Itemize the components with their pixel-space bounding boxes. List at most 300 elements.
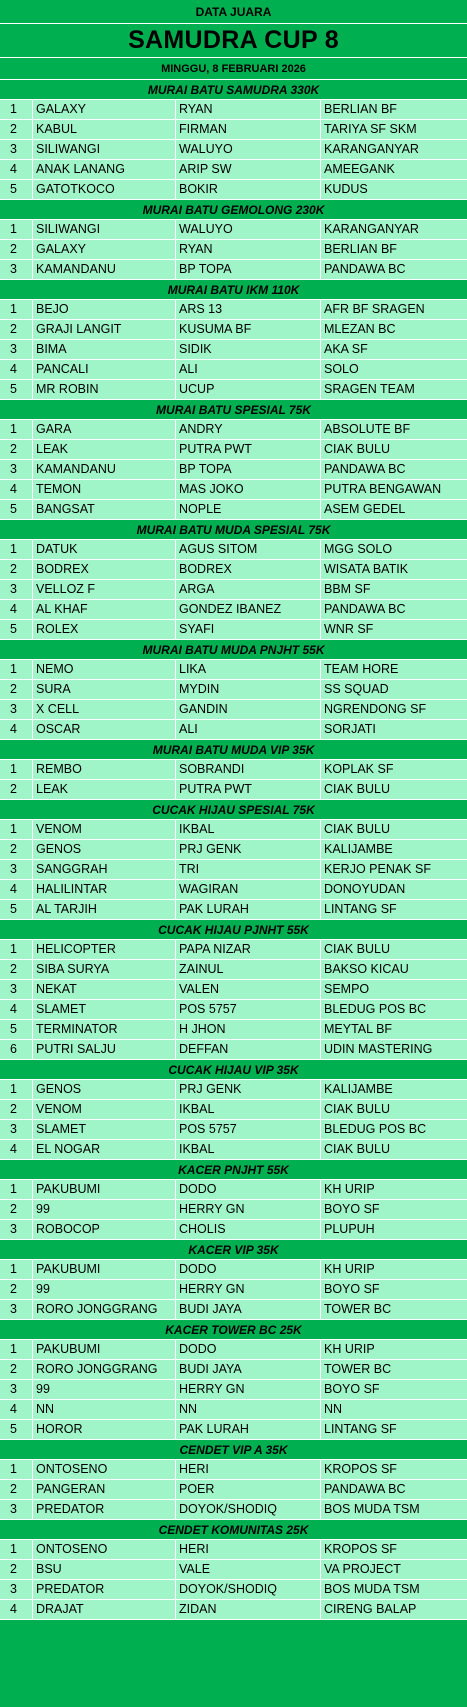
rank-cell: 3 [0, 980, 33, 999]
team-cell: SS SQUAD [324, 682, 389, 696]
bird-name-cell: HELICOPTER [33, 940, 176, 959]
owner-cell: DOYOK/SHODIQ [176, 1500, 321, 1519]
team-cell: SEMPO [324, 982, 370, 996]
category-title: MURAI BATU MUDA PNJHT 55K [0, 640, 467, 660]
bird-name-cell: PANGERAN [33, 1480, 176, 1499]
team-cell: VA PROJECT [324, 1562, 401, 1576]
bird-name-cell: PREDATOR [33, 1580, 176, 1599]
rank-cell: 3 [0, 140, 33, 159]
bird-name-cell: TEMON [33, 480, 176, 499]
table-row [0, 120, 467, 140]
team-cell: KH URIP [324, 1342, 375, 1356]
bird-name-cell: PAKUBUMI [33, 1180, 176, 1199]
rank-cell: 6 [0, 1040, 33, 1059]
table-row [0, 1380, 467, 1400]
bird-name-cell: LEAK [33, 780, 176, 799]
owner-cell: DODO [176, 1180, 321, 1199]
bird-name-cell: KAMANDANU [33, 260, 176, 279]
owner-cell: RYAN [176, 100, 321, 119]
category-title: MURAI BATU SAMUDRA 330K [0, 80, 467, 100]
team-cell: BOYO SF [324, 1202, 380, 1216]
table-row [0, 1220, 467, 1240]
team-cell: AFR BF SRAGEN [324, 302, 425, 316]
category-title: MURAI BATU MUDA SPESIAL 75K [0, 520, 467, 540]
owner-cell: BOKIR [176, 180, 321, 199]
table-row [0, 1020, 467, 1040]
rank-cell: 4 [0, 160, 33, 179]
bird-name-cell: NEKAT [33, 980, 176, 999]
rank-cell: 2 [0, 440, 33, 459]
rank-cell: 4 [0, 1140, 33, 1159]
bird-name-cell: EL NOGAR [33, 1140, 176, 1159]
table-row [0, 1280, 467, 1300]
team-cell: PANDAWA BC [324, 602, 406, 616]
category-title: CUCAK HIJAU PJNHT 55K [0, 920, 467, 940]
owner-cell: IKBAL [176, 1100, 321, 1119]
rank-cell: 2 [0, 960, 33, 979]
table-row [0, 1580, 467, 1600]
team-cell: KUDUS [324, 182, 368, 196]
rank-cell: 4 [0, 880, 33, 899]
rank-cell: 2 [0, 560, 33, 579]
team-cell: TOWER BC [324, 1362, 392, 1376]
owner-cell: PUTRA PWT [176, 780, 321, 799]
team-cell: BLEDUG POS BC [324, 1002, 427, 1016]
table-row [0, 300, 467, 320]
table-row [0, 1420, 467, 1440]
bird-name-cell: X CELL [33, 700, 176, 719]
bird-name-cell: GARA [33, 420, 176, 439]
rank-cell: 1 [0, 1540, 33, 1559]
rank-cell: 4 [0, 600, 33, 619]
team-cell: KARANGANYAR [324, 142, 419, 156]
owner-cell: BP TOPA [176, 260, 321, 279]
table-row [0, 240, 467, 260]
table-row [0, 1600, 467, 1620]
rank-cell: 3 [0, 580, 33, 599]
table-row [0, 1540, 467, 1560]
team-cell: KROPOS SF [324, 1462, 397, 1476]
rank-cell: 5 [0, 380, 33, 399]
owner-cell: CHOLIS [176, 1220, 321, 1239]
rank-cell: 5 [0, 1020, 33, 1039]
bird-name-cell: KAMANDANU [33, 460, 176, 479]
table-row [0, 560, 467, 580]
bird-name-cell: MR ROBIN [33, 380, 176, 399]
bird-name-cell: GALAXY [33, 240, 176, 259]
owner-cell: WAGIRAN [176, 880, 321, 899]
bird-name-cell: SILIWANGI [33, 140, 176, 159]
table-row [0, 140, 467, 160]
table-row [0, 100, 467, 120]
bird-name-cell: ONTOSENO [33, 1460, 176, 1479]
owner-cell: FIRMAN [176, 120, 321, 139]
owner-cell: BODREX [176, 560, 321, 579]
owner-cell: NN [176, 1400, 321, 1419]
owner-cell: PAK LURAH [176, 1420, 321, 1439]
bird-name-cell: SIBA SURYA [33, 960, 176, 979]
team-cell: CIAK BULU [324, 782, 390, 796]
table-row [0, 700, 467, 720]
rank-cell: 3 [0, 460, 33, 479]
rank-cell: 4 [0, 1600, 33, 1619]
bird-name-cell: REMBO [33, 760, 176, 779]
owner-cell: WALUYO [176, 220, 321, 239]
owner-cell: NOPLE [176, 500, 321, 519]
rank-cell: 2 [0, 320, 33, 339]
owner-cell: SIDIK [176, 340, 321, 359]
table-row [0, 160, 467, 180]
owner-cell: ALI [176, 360, 321, 379]
bird-name-cell: 99 [33, 1380, 176, 1399]
team-cell: AMEEGANK [324, 162, 395, 176]
team-cell: KALIJAMBE [324, 1082, 393, 1096]
team-cell: BOYO SF [324, 1382, 380, 1396]
rank-cell: 5 [0, 620, 33, 639]
category-title: CENDET KOMUNITAS 25K [0, 1520, 467, 1540]
owner-cell: BUDI JAYA [176, 1360, 321, 1379]
rank-cell: 1 [0, 1340, 33, 1359]
rank-cell: 1 [0, 820, 33, 839]
owner-cell: DOYOK/SHODIQ [176, 1580, 321, 1599]
bird-name-cell: 99 [33, 1280, 176, 1299]
team-cell: SORJATI [324, 722, 376, 736]
table-row [0, 1100, 467, 1120]
table-row [0, 320, 467, 340]
rank-cell: 1 [0, 540, 33, 559]
owner-cell: DODO [176, 1260, 321, 1279]
owner-cell: BUDI JAYA [176, 1300, 321, 1319]
owner-cell: ARGA [176, 580, 321, 599]
category-title: KACER VIP 35K [0, 1240, 467, 1260]
bird-name-cell: TERMINATOR [33, 1020, 176, 1039]
bird-name-cell: RORO JONGGRANG [33, 1360, 176, 1379]
owner-cell: UCUP [176, 380, 321, 399]
owner-cell: HERI [176, 1460, 321, 1479]
table-row [0, 540, 467, 560]
team-cell: BBM SF [324, 582, 371, 596]
bird-name-cell: GALAXY [33, 100, 176, 119]
table-row [0, 660, 467, 680]
bird-name-cell: LEAK [33, 440, 176, 459]
table-row [0, 1360, 467, 1380]
rank-cell: 3 [0, 340, 33, 359]
bird-name-cell: SILIWANGI [33, 220, 176, 239]
table-row [0, 360, 467, 380]
owner-cell: ANDRY [176, 420, 321, 439]
owner-cell: ALI [176, 720, 321, 739]
rank-cell: 2 [0, 840, 33, 859]
table-row [0, 1260, 467, 1280]
team-cell: BERLIAN BF [324, 102, 397, 116]
rank-cell: 2 [0, 1360, 33, 1379]
rank-cell: 1 [0, 420, 33, 439]
bird-name-cell: OSCAR [33, 720, 176, 739]
team-cell: SRAGEN TEAM [324, 382, 415, 396]
rank-cell: 2 [0, 240, 33, 259]
team-cell: KOPLAK SF [324, 762, 394, 776]
team-cell: BERLIAN BF [324, 242, 397, 256]
table-row [0, 580, 467, 600]
table-row [0, 1560, 467, 1580]
table-row [0, 500, 467, 520]
rank-cell: 4 [0, 720, 33, 739]
bird-name-cell: BIMA [33, 340, 176, 359]
team-cell: KH URIP [324, 1262, 375, 1276]
team-cell: CIAK BULU [324, 442, 390, 456]
owner-cell: AGUS SITOM [176, 540, 321, 559]
table-row [0, 720, 467, 740]
rank-cell: 2 [0, 1280, 33, 1299]
rank-cell: 2 [0, 680, 33, 699]
rank-cell: 3 [0, 260, 33, 279]
owner-cell: SYAFI [176, 620, 321, 639]
table-row [0, 980, 467, 1000]
owner-cell: PRJ GENK [176, 840, 321, 859]
team-cell: DONOYUDAN [324, 882, 406, 896]
bird-name-cell: SLAMET [33, 1120, 176, 1139]
bird-name-cell: BEJO [33, 300, 176, 319]
category-title: MURAI BATU GEMOLONG 230K [0, 200, 467, 220]
rank-cell: 4 [0, 480, 33, 499]
rank-cell: 1 [0, 100, 33, 119]
table-row [0, 180, 467, 200]
category-title: MURAI BATU IKM 110K [0, 280, 467, 300]
owner-cell: POS 5757 [176, 1120, 321, 1139]
owner-cell: HERRY GN [176, 1200, 321, 1219]
owner-cell: TRI [176, 860, 321, 879]
bird-name-cell: GENOS [33, 1080, 176, 1099]
bird-name-cell: GATOTKOCO [33, 180, 176, 199]
team-cell: ABSOLUTE BF [324, 422, 411, 436]
owner-cell: LIKA [176, 660, 321, 679]
rank-cell: 3 [0, 1380, 33, 1399]
owner-cell: ZAINUL [176, 960, 321, 979]
footer-bar [0, 1620, 467, 1707]
rank-cell: 2 [0, 780, 33, 799]
rank-cell: 4 [0, 360, 33, 379]
owner-cell: HERRY GN [176, 1380, 321, 1399]
bird-name-cell: NN [33, 1400, 176, 1419]
owner-cell: IKBAL [176, 820, 321, 839]
bird-name-cell: ROLEX [33, 620, 176, 639]
team-cell: TARIYA SF SKM [324, 122, 417, 136]
owner-cell: ARIP SW [176, 160, 321, 179]
team-cell: PLUPUH [324, 1222, 375, 1236]
team-cell: LINTANG SF [324, 1422, 397, 1436]
bird-name-cell: PAKUBUMI [33, 1260, 176, 1279]
category-title: CUCAK HIJAU VIP 35K [0, 1060, 467, 1080]
category-title: CUCAK HIJAU SPESIAL 75K [0, 800, 467, 820]
bird-name-cell: KABUL [33, 120, 176, 139]
owner-cell: KUSUMA BF [176, 320, 321, 339]
table-row [0, 780, 467, 800]
category-title: MURAI BATU SPESIAL 75K [0, 400, 467, 420]
table-row [0, 1300, 467, 1320]
bird-name-cell: GENOS [33, 840, 176, 859]
table-row [0, 460, 467, 480]
owner-cell: RYAN [176, 240, 321, 259]
team-cell: KARANGANYAR [324, 222, 419, 236]
bird-name-cell: AL KHAF [33, 600, 176, 619]
rank-cell: 5 [0, 180, 33, 199]
rank-cell: 1 [0, 940, 33, 959]
team-cell: MGG SOLO [324, 542, 393, 556]
owner-cell: ARS 13 [176, 300, 321, 319]
owner-cell: IKBAL [176, 1140, 321, 1159]
team-cell: BOS MUDA TSM [324, 1582, 420, 1596]
team-cell: BOS MUDA TSM [324, 1502, 420, 1516]
team-cell: MEYTAL BF [324, 1022, 393, 1036]
team-cell: NN [324, 1402, 343, 1416]
bird-name-cell: VENOM [33, 1100, 176, 1119]
owner-cell: GANDIN [176, 700, 321, 719]
table-row [0, 860, 467, 880]
table-row [0, 1480, 467, 1500]
rank-cell: 1 [0, 300, 33, 319]
rank-cell: 5 [0, 900, 33, 919]
table-row [0, 900, 467, 920]
table-row [0, 220, 467, 240]
table-row [0, 1080, 467, 1100]
team-cell: CIRENG BALAP [324, 1602, 417, 1616]
rank-cell: 4 [0, 1000, 33, 1019]
owner-cell: HERI [176, 1540, 321, 1559]
bird-name-cell: NEMO [33, 660, 176, 679]
team-cell: LINTANG SF [324, 902, 397, 916]
table-row [0, 1180, 467, 1200]
team-cell: UDIN MASTERING [324, 1042, 433, 1056]
bird-name-cell: PANCALI [33, 360, 176, 379]
table-row [0, 1000, 467, 1020]
table-row [0, 1200, 467, 1220]
team-cell: SOLO [324, 362, 359, 376]
rank-cell: 2 [0, 1560, 33, 1579]
table-row [0, 1040, 467, 1060]
team-cell: NGRENDONG SF [324, 702, 427, 716]
table-row [0, 1500, 467, 1520]
owner-cell: ZIDAN [176, 1600, 321, 1619]
team-cell: BOYO SF [324, 1282, 380, 1296]
bird-name-cell: SURA [33, 680, 176, 699]
rank-cell: 4 [0, 1400, 33, 1419]
owner-cell: H JHON [176, 1020, 321, 1039]
table-row [0, 960, 467, 980]
rank-cell: 3 [0, 1580, 33, 1599]
page-title: SAMUDRA CUP 8 [0, 24, 467, 58]
owner-cell: POS 5757 [176, 1000, 321, 1019]
owner-cell: PAK LURAH [176, 900, 321, 919]
table-row [0, 820, 467, 840]
team-cell: CIAK BULU [324, 1102, 390, 1116]
owner-cell: VALEN [176, 980, 321, 999]
bird-name-cell: ONTOSENO [33, 1540, 176, 1559]
table-row [0, 420, 467, 440]
table-row [0, 940, 467, 960]
table-row [0, 1340, 467, 1360]
team-cell: KROPOS SF [324, 1542, 397, 1556]
table-row [0, 260, 467, 280]
table-row [0, 340, 467, 360]
table-row [0, 620, 467, 640]
table-row [0, 840, 467, 860]
owner-cell: PRJ GENK [176, 1080, 321, 1099]
bird-name-cell: VENOM [33, 820, 176, 839]
rank-cell: 5 [0, 1420, 33, 1439]
table-row [0, 760, 467, 780]
bird-name-cell: 99 [33, 1200, 176, 1219]
rank-cell: 2 [0, 1200, 33, 1219]
team-cell: KERJO PENAK SF [324, 862, 431, 876]
team-cell: CIAK BULU [324, 822, 390, 836]
team-cell: CIAK BULU [324, 942, 390, 956]
owner-cell: HERRY GN [176, 1280, 321, 1299]
category-title: KACER TOWER BC 25K [0, 1320, 467, 1340]
bird-name-cell: PUTRI SALJU [33, 1040, 176, 1059]
owner-cell: POER [176, 1480, 321, 1499]
team-cell: KALIJAMBE [324, 842, 393, 856]
rank-cell: 3 [0, 1120, 33, 1139]
rank-cell: 2 [0, 1480, 33, 1499]
bird-name-cell: AL TARJIH [33, 900, 176, 919]
bird-name-cell: BSU [33, 1560, 176, 1579]
table-row [0, 600, 467, 620]
team-cell: PANDAWA BC [324, 1482, 406, 1496]
bird-name-cell: PREDATOR [33, 1500, 176, 1519]
rank-cell: 2 [0, 1100, 33, 1119]
event-date: MINGGU, 8 FEBRUARI 2026 [0, 58, 467, 80]
team-cell: WNR SF [324, 622, 374, 636]
bird-name-cell: HOROR [33, 1420, 176, 1439]
rank-cell: 3 [0, 1220, 33, 1239]
team-cell: PUTRA BENGAWAN [324, 482, 442, 496]
table-row [0, 480, 467, 500]
rank-cell: 3 [0, 700, 33, 719]
team-cell: AKA SF [324, 342, 368, 356]
owner-cell: BP TOPA [176, 460, 321, 479]
table-row [0, 1140, 467, 1160]
owner-cell: PAPA NIZAR [176, 940, 321, 959]
bird-name-cell: BODREX [33, 560, 176, 579]
table-row [0, 440, 467, 460]
bird-name-cell: VELLOZ F [33, 580, 176, 599]
team-cell: MLEZAN BC [324, 322, 396, 336]
rank-cell: 1 [0, 1080, 33, 1099]
rank-cell: 3 [0, 860, 33, 879]
bird-name-cell: HALILINTAR [33, 880, 176, 899]
owner-cell: MYDIN [176, 680, 321, 699]
team-cell: BLEDUG POS BC [324, 1122, 427, 1136]
owner-cell: DODO [176, 1340, 321, 1359]
team-cell: PANDAWA BC [324, 262, 406, 276]
bird-name-cell: GRAJI LANGIT [33, 320, 176, 339]
rank-cell: 1 [0, 220, 33, 239]
rank-cell: 3 [0, 1300, 33, 1319]
rank-cell: 5 [0, 500, 33, 519]
rank-cell: 1 [0, 660, 33, 679]
category-title: KACER PNJHT 55K [0, 1160, 467, 1180]
bird-name-cell: ROBOCOP [33, 1220, 176, 1239]
owner-cell: GONDEZ IBANEZ [176, 600, 321, 619]
rank-cell: 1 [0, 1460, 33, 1479]
team-cell: BAKSO KICAU [324, 962, 409, 976]
table-row [0, 1460, 467, 1480]
bird-name-cell: ANAK LANANG [33, 160, 176, 179]
bird-name-cell: DATUK [33, 540, 176, 559]
rank-cell: 2 [0, 120, 33, 139]
bird-name-cell: RORO JONGGRANG [33, 1300, 176, 1319]
rank-cell: 1 [0, 1180, 33, 1199]
